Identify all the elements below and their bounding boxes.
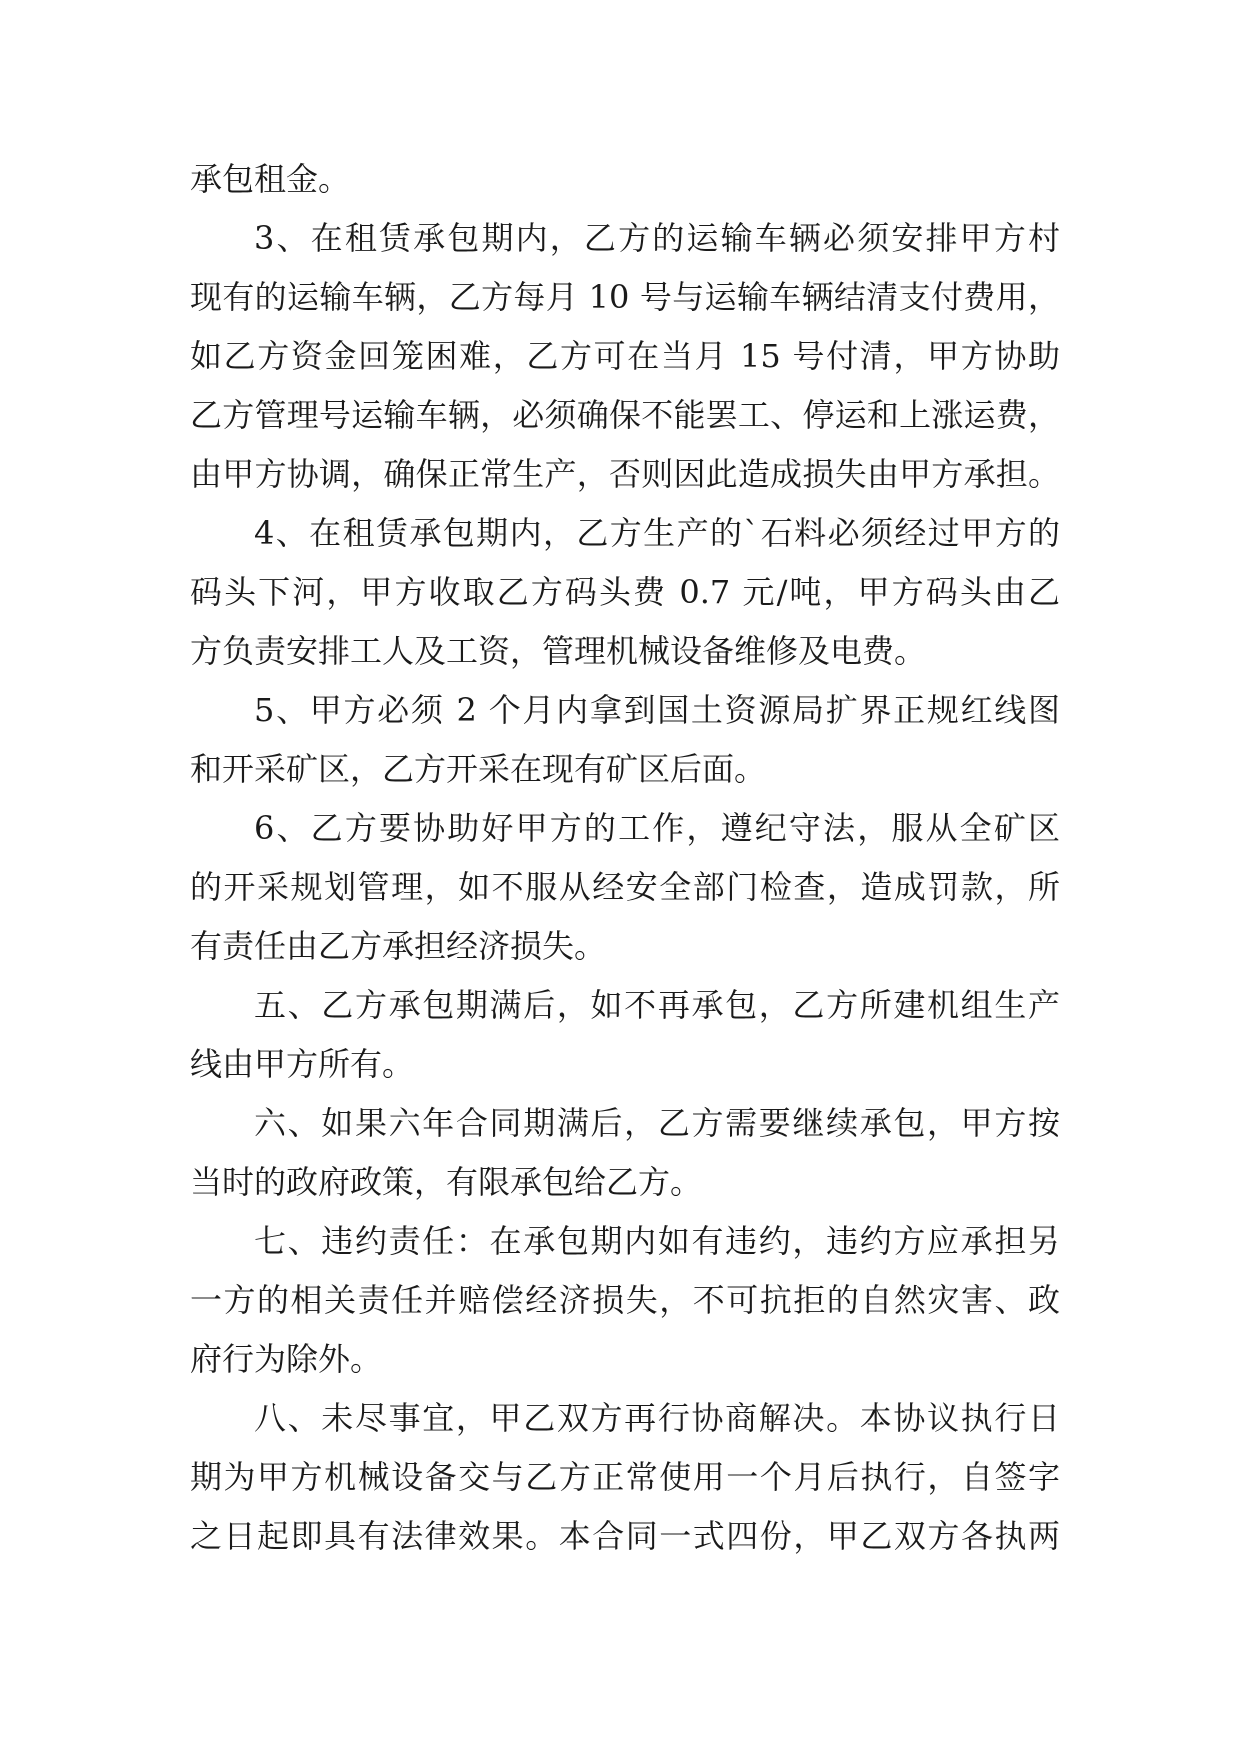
paragraph-line: 方负责安排工人及工资，管理机械设备维修及电费。 xyxy=(190,632,927,670)
paragraph-line: 和开采矿区，乙方开采在现有矿区后面。 xyxy=(190,750,767,788)
paragraph-line: 的开采规划管理，如不服从经安全部门检查，造成罚款，所 xyxy=(190,868,1060,906)
paragraph-line: 承包租金。 xyxy=(190,160,351,198)
paragraph-line: 4、在租赁承包期内，乙方生产的`石料必须经过甲方的 xyxy=(254,514,1060,552)
paragraph-line: 一方的相关责任并赔偿经济损失，不可抗拒的自然灾害、政 xyxy=(190,1281,1060,1319)
document-body xyxy=(190,150,1060,1566)
paragraph-line: 八、未尽事宜，甲乙双方再行协商解决。本协议执行日 xyxy=(254,1399,1060,1437)
paragraph-line: 当时的政府政策，有限承包给乙方。 xyxy=(190,1163,703,1201)
paragraph-line: 之日起即具有法律效果。本合同一式四份，甲乙双方各执两 xyxy=(190,1517,1060,1555)
paragraph-line: 线由甲方所有。 xyxy=(190,1045,415,1083)
paragraph-line: 乙方管理号运输车辆，必须确保不能罢工、停运和上涨运费， xyxy=(190,396,1060,434)
paragraph-line: 府行为除外。 xyxy=(190,1340,383,1378)
paragraph-line: 现有的运输车辆，乙方每月 10 号与运输车辆结清支付费用， xyxy=(190,278,1060,316)
paragraph-line: 码头下河，甲方收取乙方码头费 0.7 元/吨，甲方码头由乙 xyxy=(190,573,1060,611)
paragraph-line: 六、如果六年合同期满后，乙方需要继续承包，甲方按 xyxy=(254,1104,1060,1142)
paragraph-line: 七、违约责任：在承包期内如有违约，违约方应承担另 xyxy=(254,1222,1060,1260)
paragraph-line: 如乙方资金回笼困难，乙方可在当月 15 号付清，甲方协助 xyxy=(190,337,1060,375)
paragraph-line: 3、在租赁承包期内，乙方的运输车辆必须安排甲方村 xyxy=(254,219,1060,257)
paragraph-line: 6、乙方要协助好甲方的工作，遵纪守法，服从全矿区 xyxy=(254,809,1060,847)
paragraph-line: 由甲方协调，确保正常生产，否则因此造成损失由甲方承担。 xyxy=(190,455,1060,493)
paragraph-line: 期为甲方机械设备交与乙方正常使用一个月后执行，自签字 xyxy=(190,1458,1060,1496)
paragraph-line: 五、乙方承包期满后，如不再承包，乙方所建机组生产 xyxy=(254,986,1060,1024)
paragraph-line: 5、甲方必须 2 个月内拿到国土资源局扩界正规红线图 xyxy=(254,691,1060,729)
paragraph-line: 有责任由乙方承担经济损失。 xyxy=(190,927,607,965)
